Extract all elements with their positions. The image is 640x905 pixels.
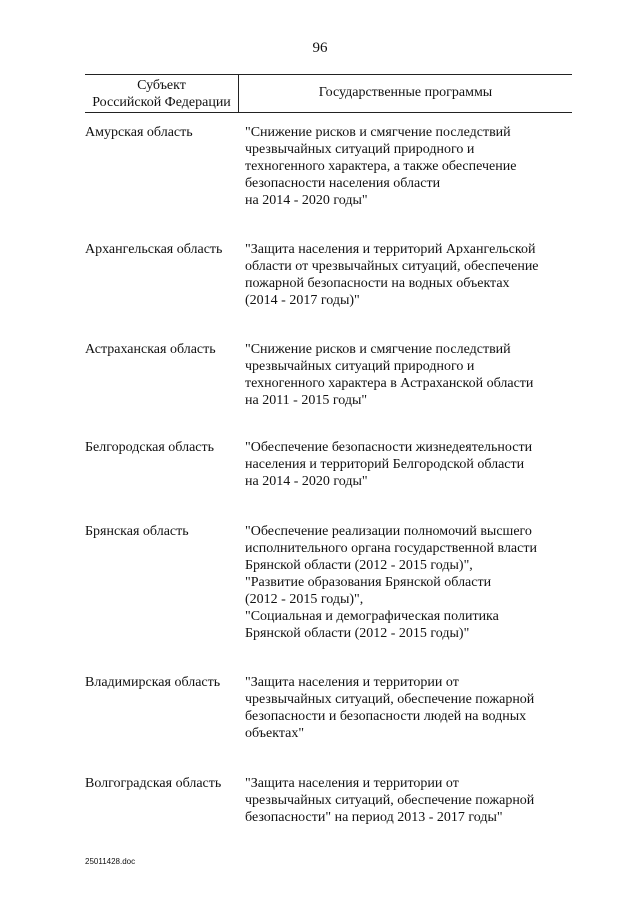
table-row [85, 439, 572, 490]
state-programs [245, 241, 565, 309]
page-number: 96 [312, 40, 328, 56]
program-text-line: "Защита населения и территории от [245, 675, 459, 690]
region-name: Брянская область [85, 524, 189, 539]
table-row [85, 241, 572, 309]
program-text-line: на 2011 - 2015 годы" [245, 393, 368, 408]
table-row [85, 124, 572, 209]
program-text-line: чрезвычайных ситуаций природного и [245, 142, 475, 157]
region-name: Архангельская область [85, 242, 223, 257]
table-body [85, 124, 572, 826]
program-text-line: чрезвычайных ситуаций, обеспечение пожарной [245, 692, 535, 707]
program-text-line: "Развитие образования Брянской области [245, 575, 492, 590]
footer-filename: 25011428.doc [85, 857, 136, 866]
program-text-line: области от чрезвычайных ситуаций, обеспечение [245, 259, 539, 274]
table-header [85, 74, 572, 113]
state-programs [245, 674, 565, 742]
program-text-line: "Обеспечение реализации полномочий высшего [245, 524, 532, 539]
region-name: Астраханская область [85, 342, 216, 357]
program-text-line: населения и территорий Белгородской области [245, 457, 525, 472]
table-row [85, 775, 572, 826]
program-text-line: техногенного характера в Астраханской области [245, 376, 534, 391]
state-programs [245, 439, 565, 490]
state-programs [245, 124, 565, 209]
header-subject-line: Субъект [137, 78, 186, 93]
program-text-line: "Защита населения и территорий Архангельской [245, 242, 536, 257]
program-text-line: техногенного характера, а также обеспечение [245, 159, 517, 174]
program-text-line: безопасности и безопасности людей на водных [245, 709, 527, 724]
region-name: Владимирская область [85, 675, 221, 690]
program-text-line: чрезвычайных ситуаций природного и [245, 359, 475, 374]
program-text-line: "Обеспечение безопасности жизнедеятельности [245, 440, 533, 455]
program-text-line: безопасности" на период 2013 - 2017 годы" [245, 810, 503, 825]
header-subject-line: Российской Федерации [92, 95, 231, 110]
program-text-line: объектах" [245, 726, 305, 741]
header-subject-column [85, 77, 238, 111]
program-text-line: исполнительного органа государственной власти [245, 541, 537, 556]
state-programs [245, 523, 565, 642]
state-programs [245, 775, 565, 826]
program-text-line: на 2014 - 2020 годы" [245, 193, 368, 208]
program-text-line: "Снижение рисков и смягчение последствий [245, 342, 511, 357]
table-row [85, 341, 572, 409]
program-text-line: Брянской области (2012 - 2015 годы)", [245, 558, 473, 573]
region-name: Белгородская область [85, 440, 215, 455]
program-text-line: (2014 - 2017 годы)" [245, 293, 360, 308]
program-text-line: безопасности населения области [245, 176, 441, 191]
program-text-line: чрезвычайных ситуаций, обеспечение пожарной [245, 793, 535, 808]
program-text-line: "Защита населения и территории от [245, 776, 459, 791]
header-programs-column: Государственные программы [318, 85, 493, 100]
region-name: Волгоградская область [85, 776, 222, 791]
state-programs [245, 341, 565, 409]
program-text-line: Брянской области (2012 - 2015 годы)" [245, 626, 470, 641]
program-text-line: (2012 - 2015 годы)", [245, 592, 364, 607]
program-text-line: "Снижение рисков и смягчение последствий [245, 125, 511, 140]
table-row [85, 523, 572, 642]
program-text-line: на 2014 - 2020 годы" [245, 474, 368, 489]
program-text-line: "Социальная и демографическая политика [245, 609, 499, 624]
table-row [85, 674, 572, 742]
program-text-line: пожарной безопасности на водных объектах [245, 276, 510, 291]
region-name: Амурская область [85, 125, 193, 140]
